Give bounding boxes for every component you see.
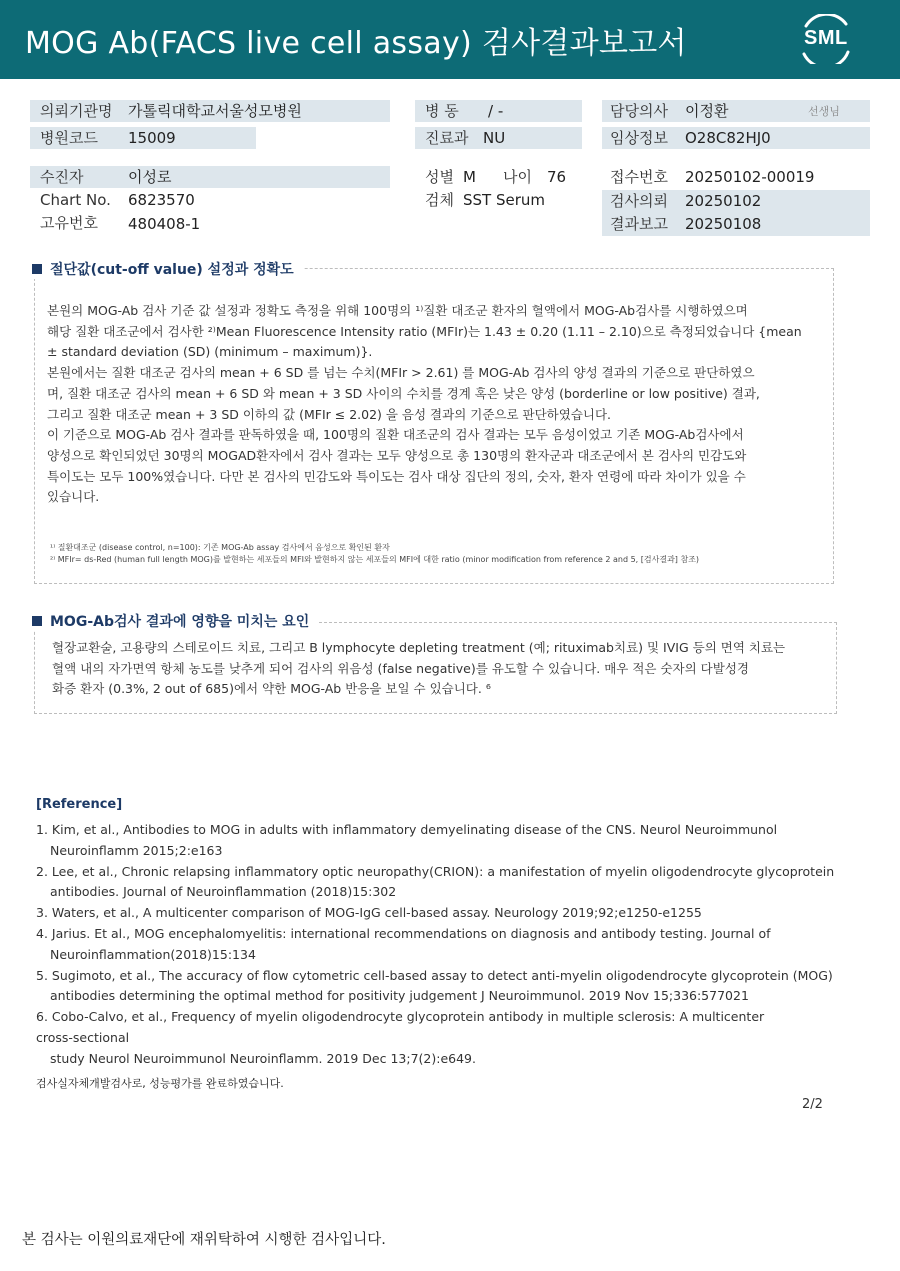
age-value: 76 [547, 168, 567, 186]
reference-item-cont: study Neurol Neuroimmunol Neuroinflamm. 2019 Dec 13;7(2):e649. [50, 1050, 476, 1066]
reference-item-cont: antibodies determining the optimal method for positivity judgement J Neuroimmunol. 2019 Nov 15;336:577021 [50, 988, 749, 1004]
doctor-value: 이정환 [685, 102, 729, 120]
clinical-value: O28C82HJ0 [685, 129, 771, 147]
hospital-code-label: 병원코드 [40, 129, 98, 147]
reference-item-cont: cross-sectional [36, 1029, 130, 1045]
ward-label: 병 동 [425, 102, 459, 120]
patient-bar [30, 166, 390, 188]
chart-label: Chart No. [40, 191, 111, 209]
request-value: 20250102 [685, 192, 762, 210]
unique-label: 고유번호 [40, 214, 98, 232]
chart-value: 6823570 [128, 191, 195, 209]
section1-line: 이 기준으로 MOG-Ab 검사 결과를 판독하였을 때, 100명의 질환 대조군의 검사 결과는 모두 음성이었고 기존 MOG-Ab검사에서 [47, 427, 744, 443]
reference-item: 3. Waters, et al., A multicenter comparison of MOG-IgG cell-based assay. Neurology 2019;92;e1250-e1255 [36, 905, 702, 921]
section1-line: 본원에서는 질환 대조군 검사의 mean + 6 SD 를 넘는 수치(MFIr > 2.61) 를 MOG-Ab 검사의 양성 결과의 기준으로 판단하였으 [47, 365, 755, 381]
report-title: MOG Ab(FACS live cell assay) 검사결과보고서 [25, 26, 687, 61]
reference-item: 2. Lee, et al., Chronic relapsing inflammatory optic neuropathy(CRION): a manifestation of myelin oligodendrocyte glycoprotein [36, 863, 835, 879]
reference-item-cont: antibodies. Journal of Neuroinflammation (2018)15:302 [50, 884, 397, 900]
footnote: ¹⁾ 질환대조군 (disease control, n=100): 기존 MOG-Ab assay 검사에서 음성으로 확인된 환자 [50, 543, 390, 552]
specimen-value: SST Serum [463, 191, 546, 209]
section1-line: 본원의 MOG-Ab 검사 기준 값 설정과 정확도 측정을 위해 100명의 ¹⁾질환 대조군 환자의 혈액에서 MOG-Ab검사를 시행하였으며 [47, 303, 748, 318]
bottom-note: 본 검사는 이원의료재단에 재위탁하여 시행한 검사입니다. [22, 1232, 386, 1248]
doctor-suffix: 선생님 [808, 105, 840, 118]
reference-item: 6. Cobo-Calvo, et al., Frequency of myelin oligodendrocyte glycoprotein antibody in multiple sclerosis: A multicenter [36, 1009, 765, 1025]
specimen-label: 검체 [425, 191, 454, 209]
receipt-label: 접수번호 [610, 168, 668, 186]
section1-line: 있습니다. [47, 489, 100, 505]
reference-item: 4. Jarius. Et al., MOG encephalomyelitis: international recommendations on diagnosis and antibody testing. Journal of [36, 925, 771, 941]
institution-value: 가톨릭대학교서울성모병원 [128, 102, 302, 120]
report-label: 결과보고 [610, 215, 668, 233]
section1-line: ± standard deviation (SD) (minimum – maximum)}. [47, 344, 373, 360]
reference-item: 1. Kim, et al., Antibodies to MOG in adults with inflammatory demyelinating disease of the CNS. Neurol Neuroimmunol [36, 822, 778, 837]
section2-line: 혈액 내의 자가면역 항체 농도를 낮추게 되어 검사의 위음성 (false negative)를 유도할 수 있습니다. 매우 적은 숫자의 다발성경 [52, 660, 749, 676]
page-number: 2/2 [802, 1097, 823, 1112]
footnote: ²⁾ MFIr= ds-Red (human full length MOG)를 발현하는 세포들의 MFI와 발현하지 않는 세포들의 MFI에 대한 ratio (minor modification from reference 2 and 5, [검사결과] 참조) [50, 555, 700, 564]
section1-body [47, 301, 802, 508]
logo-text: SML [804, 27, 848, 49]
section-bullet-icon [32, 264, 42, 274]
section2-title-text: MOG-Ab검사 결과에 영향을 미치는 요인 [50, 614, 310, 630]
dept-label: 진료과 [425, 129, 469, 147]
section1-line: 해당 질환 대조군에서 검사한 ²⁾Mean Fluorescence Intensity ratio (MFIr)는 1.43 ± 0.20 (1.11 – 2.10)으로 측정되었습니다 {mean [47, 323, 802, 339]
report-value: 20250108 [685, 215, 762, 233]
section2-title [32, 611, 319, 631]
section1-footnotes [50, 542, 699, 566]
reference-list [36, 820, 834, 1070]
doctor-label: 담당의사 [610, 102, 668, 120]
section1-line: 특이도는 모두 100%였습니다. 다만 본 검사의 민감도와 특이도는 검사 대상 집단의 정의, 숫자, 환자 연령에 따라 차이가 있을 수 [47, 468, 746, 484]
reference-item-cont: Neuroinflamm 2015;2:e163 [50, 842, 223, 858]
hospital-code-value: 15009 [128, 129, 176, 147]
reference-title: [Reference] [36, 797, 123, 812]
dept-value: NU [483, 129, 506, 147]
section1-title [32, 259, 304, 279]
sex-value: M [463, 168, 476, 186]
age-label: 나이 [503, 168, 532, 186]
sex-label: 성별 [425, 168, 454, 186]
section1-line: 그리고 질환 대조군 mean + 3 SD 이하의 값 (MFIr ≤ 2.02) 을 음성 결과의 기준으로 판단하였습니다. [47, 406, 612, 422]
reference-item-cont: Neuroinflammation(2018)15:134 [50, 946, 256, 962]
section2-line: 화증 환자 (0.3%, 2 out of 685)에서 약한 MOG-Ab 반응을 보일 수 있습니다. ⁶ [52, 681, 491, 697]
receipt-value: 20250102-00019 [685, 168, 815, 186]
patient-value: 이성로 [128, 168, 172, 186]
section1-line: 며, 질환 대조군 검사의 mean + 6 SD 와 mean + 3 SD 사이의 수치를 경계 혹은 낮은 양성 (borderline or low positive) 결과, [47, 385, 760, 401]
report-header [0, 0, 900, 79]
ward-value: / - [488, 102, 504, 120]
section2-line: 혈장교환술, 고용량의 스테로이드 치료, 그리고 B lymphocyte depleting treatment (예; rituximab치료) 및 IVIG 등의 면역 치료는 [52, 640, 786, 655]
institution-label: 의뢰기관명 [40, 102, 113, 120]
clinical-label: 임상정보 [610, 129, 668, 147]
section2-body [52, 638, 785, 700]
section-bullet-icon [32, 616, 42, 626]
section1-line: 양성으로 확인되었던 30명의 MOGAD환자에서 검사 결과는 모두 양성으로 총 130명의 환자군과 대조군에서 본 검사의 민감도와 [47, 447, 747, 463]
section1-title-text: 절단값(cut-off value) 설정과 정확도 [50, 262, 294, 278]
request-label: 검사의뢰 [610, 192, 668, 210]
patient-label: 수진자 [40, 168, 84, 186]
unique-value: 480408-1 [128, 215, 201, 233]
reference-item: 5. Sugimoto, et al., The accuracy of flow cytometric cell-based assay to detect anti-myelin oligodendrocyte glycoprotein (MOG) [36, 967, 833, 983]
validation-note: 검사실자체개발검사로, 성능평가를 완료하였습니다. [36, 1077, 284, 1090]
